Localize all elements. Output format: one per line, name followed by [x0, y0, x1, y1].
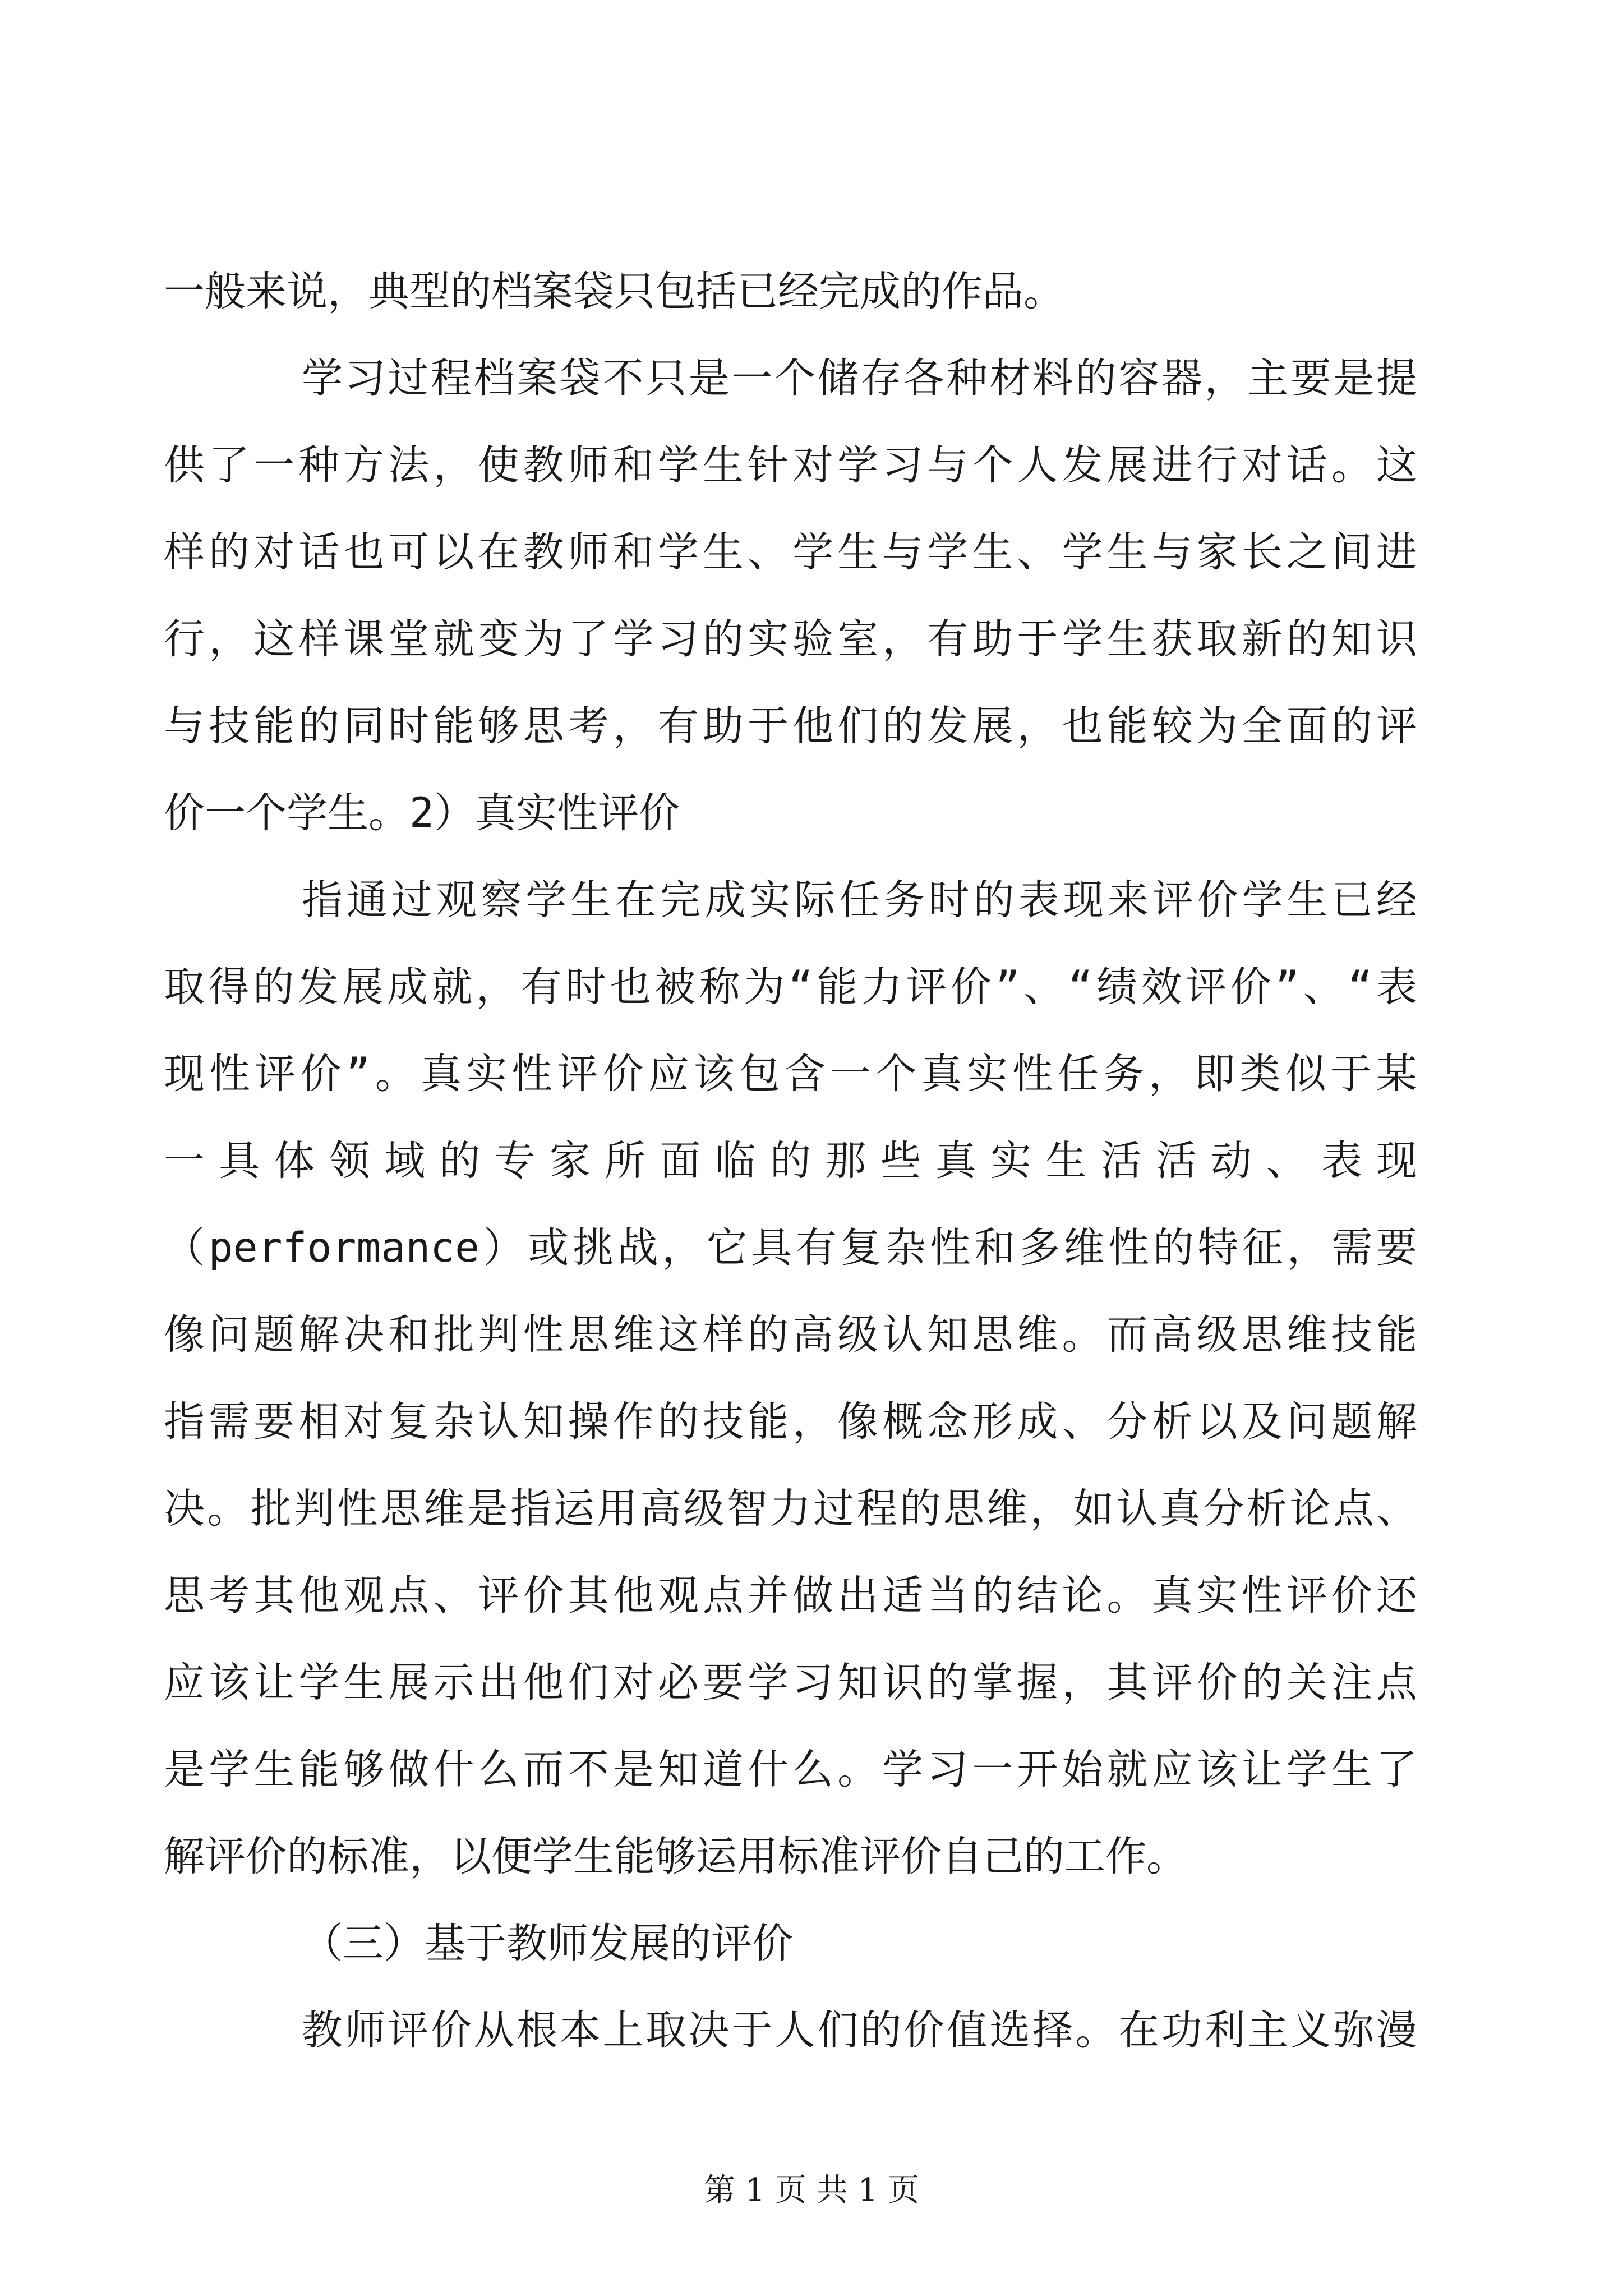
text-line: 取得的发展成就，有时也被称为“能力评价”、“绩效评价”、“表 — [164, 963, 1417, 1011]
text-line: 与技能的同时能够思考，有助于他们的发展，也能较为全面的评 — [164, 702, 1417, 750]
page-footer: 第 1 页 共 1 页 — [703, 2172, 920, 2208]
text-line: 像问题解决和批判性思维这样的高级认知思维。而高级思维技能 — [164, 1311, 1417, 1359]
text-line: 现性评价”。真实性评价应该包含一个真实性任务，即类似于某 — [164, 1050, 1417, 1098]
text-line: 学习过程档案袋不只是一个储存各种材料的容器，主要是提 — [302, 355, 1417, 402]
text-line: 价一个学生。2）真实性评价 — [164, 789, 680, 837]
text-line: 一般来说，典型的档案袋只包括已经完成的作品。 — [164, 268, 1064, 315]
text-line: 指通过观察学生在完成实际任务时的表现来评价学生已经 — [302, 876, 1417, 924]
text-line: 决。批判性思维是指运用高级智力过程的思维，如认真分析论点、 — [164, 1485, 1417, 1533]
text-line: 教师评价从根本上取决于人们的价值选择。在功利主义弥漫 — [302, 2007, 1417, 2054]
text-line: 指需要相对复杂认知操作的技能，像概念形成、分析以及问题解 — [164, 1398, 1417, 1446]
text-line: 样的对话也可以在教师和学生、学生与学生、学生与家长之间进 — [164, 528, 1417, 576]
text-line: 一具体领域的专家所面临的那些真实生活活动、表现 — [164, 1137, 1417, 1185]
text-line: 行，这样课堂就变为了学习的实验室，有助于学生获取新的知识 — [164, 615, 1417, 663]
text-line: （三）基于教师发展的评价 — [302, 1920, 793, 1967]
text-line: （performance）或挑战，它具有复杂性和多维性的特征，需要 — [164, 1224, 1417, 1272]
text-line: 应该让学生展示出他们对必要学习知识的掌握，其评价的关注点 — [164, 1659, 1417, 1706]
text-line: 是学生能够做什么而不是知道什么。学习一开始就应该让学生了 — [164, 1746, 1417, 1793]
text-line: 解评价的标准，以便学生能够运用标准评价自己的工作。 — [164, 1833, 1187, 1880]
text-line: 供了一种方法，使教师和学生针对学习与个人发展进行对话。这 — [164, 441, 1417, 489]
text-line: 思考其他观点、评价其他观点并做出适当的结论。真实性评价还 — [164, 1572, 1417, 1619]
